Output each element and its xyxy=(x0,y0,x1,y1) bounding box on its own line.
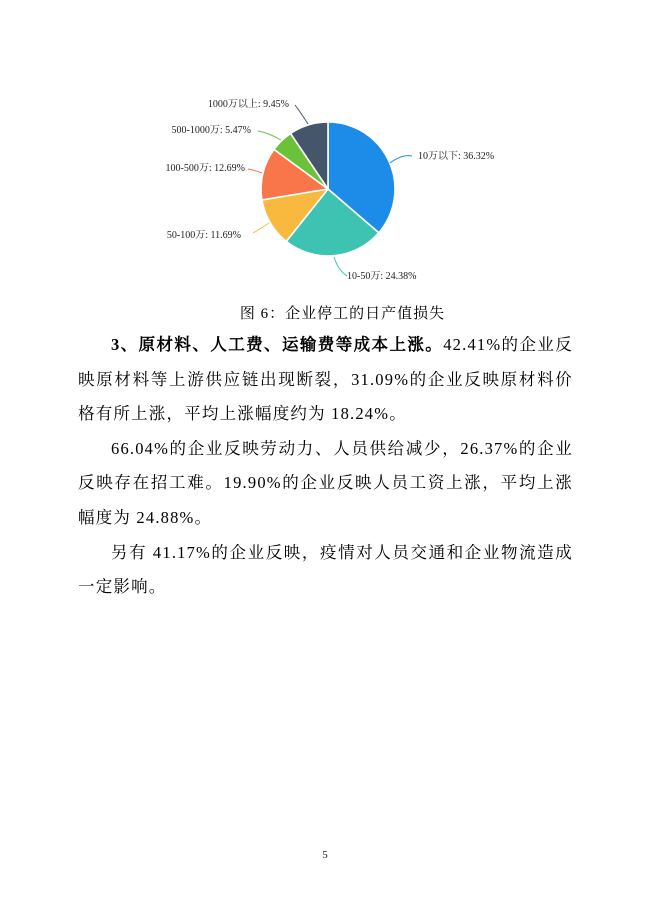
pie-chart-figure xyxy=(0,0,650,300)
pie-slice-label: 50-100万: 11.69% xyxy=(166,230,241,241)
pie-leader-line-4 xyxy=(258,131,281,140)
pie-chart xyxy=(150,80,510,300)
pie-slice-label: 1000万以上: 9.45% xyxy=(207,99,289,110)
body-paragraph xyxy=(78,536,573,605)
pie-leader-line-5 xyxy=(295,105,308,124)
paragraph-bold-lead: 3、原材料、人工费、运输费等成本上涨。 xyxy=(111,335,444,354)
pie-leader-line-2 xyxy=(253,223,269,233)
body-paragraph xyxy=(78,328,573,432)
document-body xyxy=(78,328,573,605)
pie-slice-label: 500-1000万: 5.47% xyxy=(171,125,251,136)
paragraph-text: 另有 41.17%的企业反映，疫情对人员交通和企业物流造成一定影响。 xyxy=(78,542,573,597)
paragraph-text: 66.04%的企业反映劳动力、人员供给减少，26.37%的企业反映存在招工难。19.90%的企业反映人员工资上涨，平均上涨幅度为 24.88%。 xyxy=(78,438,573,527)
paragraph-text: 42.41%的企业反映原材料等上游供应链出现断裂，31.09%的企业反映原材料价格有所上涨，平均上涨幅度约为 18.24%。 xyxy=(78,335,573,424)
pie-leader-line-3 xyxy=(248,169,262,173)
page-number: 5 xyxy=(322,849,328,861)
pie-slice-label: 10-50万: 24.38% xyxy=(347,271,417,282)
pie-leader-line-1 xyxy=(334,257,347,276)
pie-slice-label: 100-500万: 12.69% xyxy=(165,163,245,174)
body-paragraph xyxy=(78,432,573,536)
figure-caption: 图 6：企业停工的日产值损失 xyxy=(239,306,446,322)
pie-slice-label: 10万以下: 36.32% xyxy=(418,151,495,162)
pie-leader-line-0 xyxy=(390,156,412,163)
